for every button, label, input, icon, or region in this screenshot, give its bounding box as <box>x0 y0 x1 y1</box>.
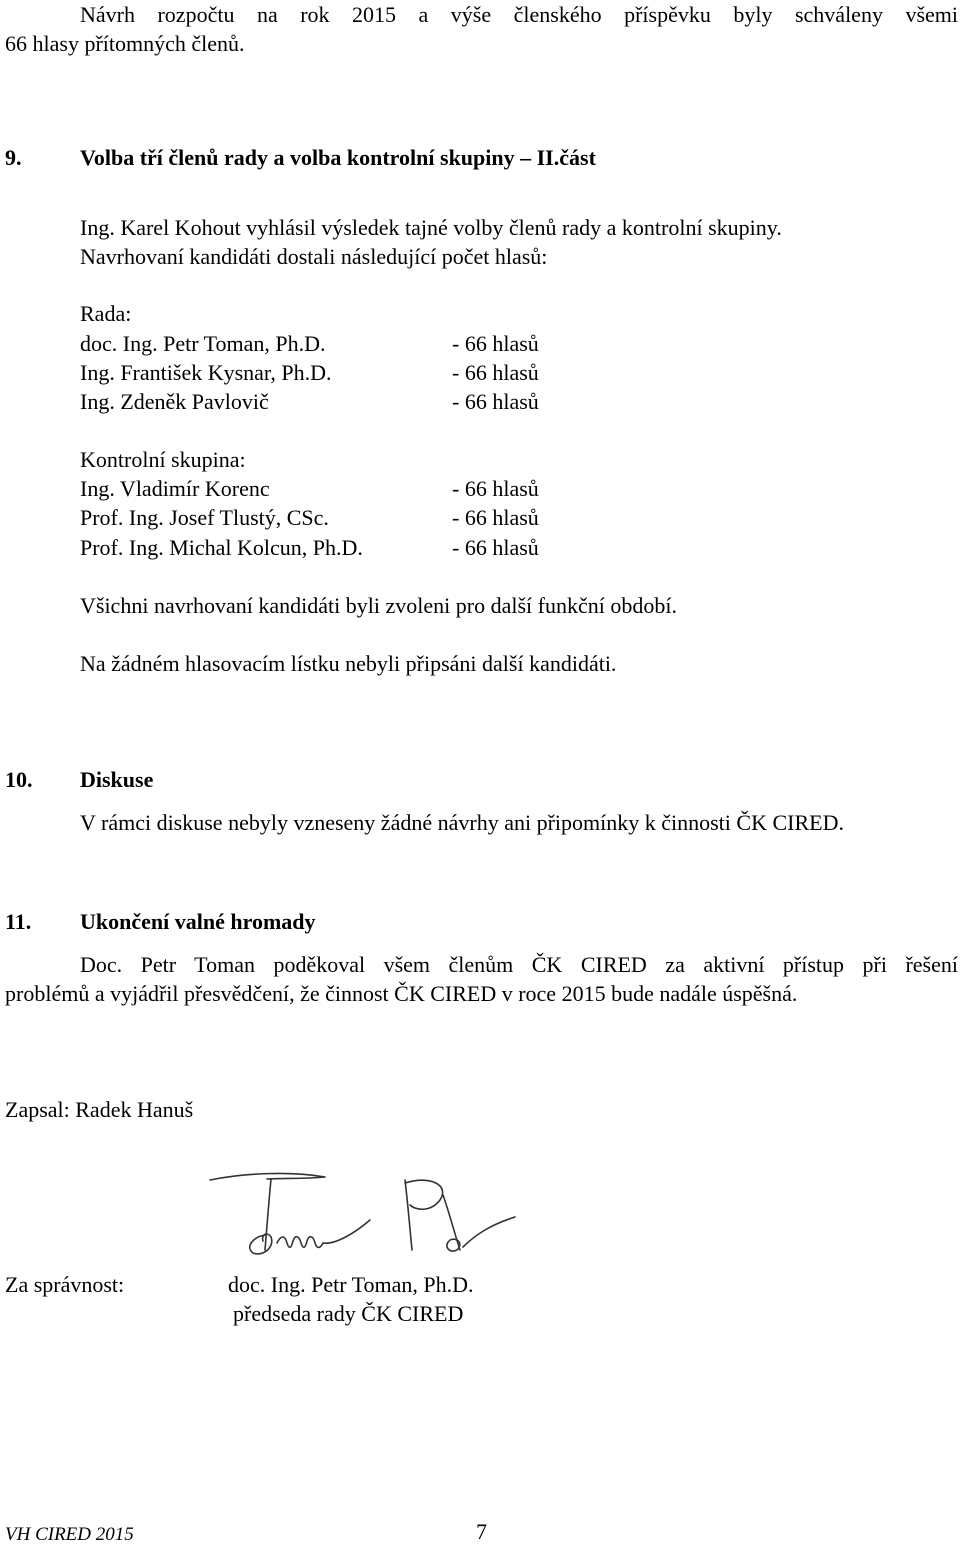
signer-name: doc. Ing. Petr Toman, Ph.D. <box>228 1272 474 1297</box>
section-9-note-1: Všichni navrhovaní kandidáti byli zvoleni pro další funkční období. <box>80 593 677 618</box>
section-9-note-2: Na žádném hlasovacím lístku nebyli připsáni další kandidáti. <box>80 651 617 676</box>
kontrolni-votes-3: - 66 hlasů <box>452 535 539 560</box>
section-11-line-1: Doc. Petr Toman poděkoval všem členům ČK CIRED za aktivní přístup při řešení <box>80 952 958 977</box>
footer-page-number: 7 <box>476 1519 487 1544</box>
section-9-intro-2: Navrhovaní kandidáti dostali následující počet hlasů: <box>80 244 548 269</box>
kontrolni-label: Kontrolní skupina: <box>80 447 246 472</box>
rada-name-3: Ing. Zdeněk Pavlovič <box>80 389 269 414</box>
section-9-title: Volba tří členů rady a volba kontrolní skupiny – II.část <box>80 145 596 170</box>
rada-label: Rada: <box>80 301 132 326</box>
kontrolni-votes-1: - 66 hlasů <box>452 476 539 501</box>
section-10-text: V rámci diskuse nebyly vzneseny žádné návrhy ani připomínky k činnosti ČK CIRED. <box>80 810 844 835</box>
kontrolni-name-3: Prof. Ing. Michal Kolcun, Ph.D. <box>80 535 363 560</box>
section-11-number: 11. <box>5 909 32 934</box>
budget-line-1: Návrh rozpočtu na rok 2015 a výše členského příspěvku byly schváleny všemi <box>80 2 958 27</box>
rada-votes-3: - 66 hlasů <box>452 389 539 414</box>
verified-by-label: Za správnost: <box>5 1272 125 1297</box>
recorded-by: Zapsal: Radek Hanuš <box>5 1097 194 1122</box>
section-11-title: Ukončení valné hromady <box>80 909 316 934</box>
signer-role: předseda rady ČK CIRED <box>233 1301 464 1326</box>
signature-image <box>205 1165 525 1260</box>
section-10-number: 10. <box>5 767 33 792</box>
kontrolni-name-2: Prof. Ing. Josef Tlustý, CSc. <box>80 505 329 530</box>
rada-votes-1: - 66 hlasů <box>452 331 539 356</box>
section-10-title: Diskuse <box>80 767 154 792</box>
budget-line-2: 66 hlasy přítomných členů. <box>5 31 245 56</box>
kontrolni-name-1: Ing. Vladimír Korenc <box>80 476 270 501</box>
section-9-number: 9. <box>5 145 22 170</box>
rada-name-2: Ing. František Kysnar, Ph.D. <box>80 360 332 385</box>
rada-name-1: doc. Ing. Petr Toman, Ph.D. <box>80 331 326 356</box>
footer-doc-name: VH CIRED 2015 <box>5 1524 134 1545</box>
section-9-intro-1: Ing. Karel Kohout vyhlásil výsledek tajné volby členů rady a kontrolní skupiny. <box>80 215 782 240</box>
rada-votes-2: - 66 hlasů <box>452 360 539 385</box>
section-11-line-2: problémů a vyjádřil přesvědčení, že činnost ČK CIRED v roce 2015 bude nadále úspěšná. <box>5 981 798 1006</box>
kontrolni-votes-2: - 66 hlasů <box>452 505 539 530</box>
